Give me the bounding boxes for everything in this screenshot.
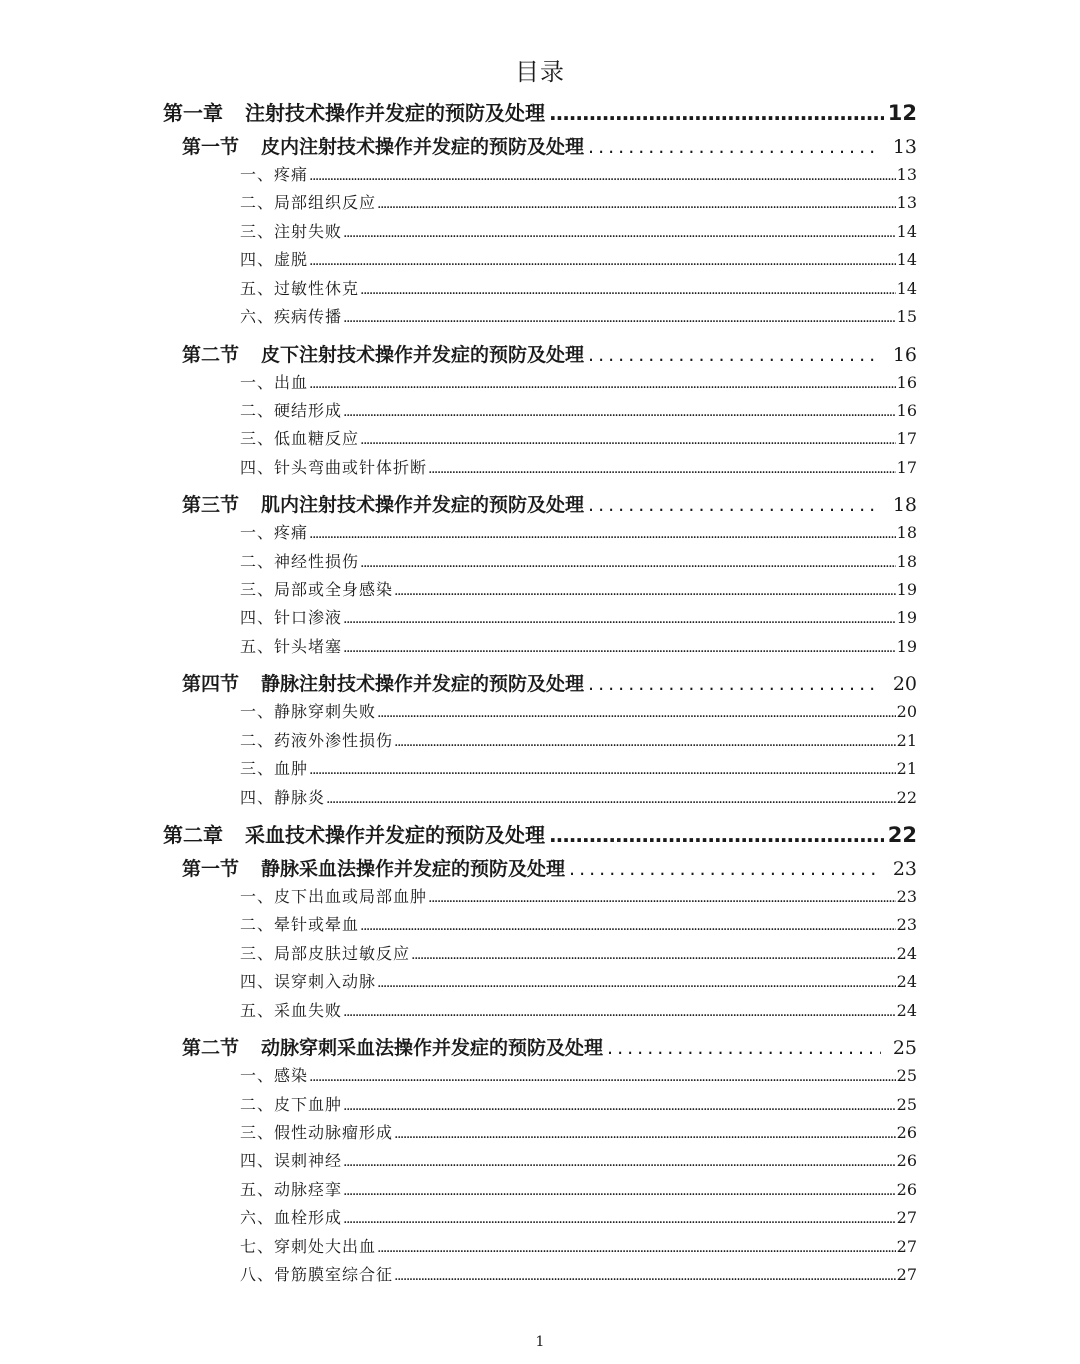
toc-dot-leader	[428, 886, 896, 909]
toc-entry-page: 14	[896, 278, 917, 298]
toc-dot-leader	[343, 636, 896, 659]
toc-entry-label: 二、药液外渗性损伤	[240, 730, 394, 750]
toc-item-entry[interactable]	[240, 399, 917, 423]
toc-entry-label: 五、针头堵塞	[240, 636, 343, 656]
toc-entry-label: 四、针头弯曲或针体折断	[240, 457, 428, 477]
toc-item-entry[interactable]	[240, 578, 917, 602]
toc-entry-number: 第二节	[182, 343, 240, 366]
toc-item-entry[interactable]	[240, 729, 917, 753]
toc-entry-label: 二、神经性损伤	[240, 551, 360, 571]
toc-dot-leader	[377, 192, 896, 215]
toc-entry-text: 注射技术操作并发症的预防及处理	[245, 101, 545, 125]
toc-item-entry[interactable]	[240, 1206, 917, 1230]
toc-entry-text: 静脉注射技术操作并发症的预防及处理	[261, 673, 585, 696]
toc-item-entry[interactable]	[240, 700, 917, 724]
toc-item-entry[interactable]	[240, 1093, 917, 1117]
toc-entry-page: 24	[896, 943, 917, 963]
toc-dot-leader	[588, 133, 881, 161]
toc-dot-leader	[588, 670, 881, 698]
toc-item-entry[interactable]	[240, 757, 917, 781]
toc-section-entry[interactable]	[182, 491, 917, 519]
toc-dot-leader	[588, 341, 881, 369]
toc-entry-label	[182, 491, 584, 519]
toc-entry-page: 12	[887, 101, 917, 125]
toc-entry-label: 三、注射失败	[240, 221, 343, 241]
toc-entry-label: 七、穿刺处大出血	[240, 1236, 377, 1256]
toc-entry-label: 五、过敏性休克	[240, 278, 360, 298]
toc-dot-leader	[377, 971, 896, 994]
toc-dot-leader	[360, 914, 896, 937]
toc-entry-text: 动脉穿刺采血法操作并发症的预防及处理	[261, 1037, 604, 1060]
toc-item-entry[interactable]	[240, 1064, 917, 1088]
toc-entry-label: 五、采血失败	[240, 1000, 343, 1020]
toc-entry-label: 一、皮下出血或局部血肿	[240, 887, 428, 906]
toc-entry-page: 22	[896, 787, 917, 807]
page-number: 1	[535, 1334, 545, 1350]
toc-entry-label: 一、疼痛	[240, 523, 309, 543]
toc-entry-page: 16	[896, 372, 917, 392]
toc-entry-number: 第四节	[182, 673, 240, 696]
toc-item-entry[interactable]	[240, 1121, 917, 1145]
toc-entry-page: 25	[896, 1094, 917, 1114]
toc-dot-leader	[394, 579, 896, 602]
toc-dot-leader	[394, 1264, 896, 1287]
toc-entry-number: 第一章	[163, 101, 223, 125]
toc-entry-label: 三、局部皮肤过敏反应	[240, 943, 411, 963]
toc-entry-page: 23	[896, 915, 917, 935]
toc-dot-leader	[569, 855, 881, 883]
toc-entry-page: 15	[896, 307, 917, 326]
toc-entry-number: 第二章	[163, 823, 223, 847]
toc-dot-leader	[343, 607, 896, 630]
toc-entry-label: 一、出血	[240, 372, 309, 392]
toc-entry-page: 21	[896, 730, 917, 750]
toc-entry-label: 八、骨筋膜室综合征	[240, 1264, 394, 1284]
toc-dot-leader	[309, 758, 896, 781]
toc-entry-page: 13	[896, 165, 917, 184]
toc-entry-number: 第一节	[182, 858, 240, 880]
toc-entry-page: 19	[896, 608, 917, 628]
toc-entry-text: 皮内注射技术操作并发症的预防及处理	[261, 136, 585, 158]
toc-entry-page: 19	[896, 636, 917, 656]
toc-dot-leader	[343, 1094, 896, 1117]
toc-dot-leader	[309, 522, 896, 545]
toc-entry-page: 18	[896, 551, 917, 571]
toc-dot-leader	[428, 457, 896, 480]
toc-dot-leader	[326, 787, 896, 810]
toc-entry-label	[182, 670, 584, 698]
toc-item-entry[interactable]	[240, 942, 917, 966]
toc-dot-leader	[394, 1122, 896, 1145]
toc-item-entry[interactable]	[240, 371, 917, 395]
toc-entry-text: 肌内注射技术操作并发症的预防及处理	[261, 494, 585, 517]
toc-dot-leader	[343, 1150, 896, 1173]
toc-item-entry[interactable]	[240, 606, 917, 630]
toc-entry-label: 四、静脉炎	[240, 787, 326, 807]
toc-dot-leader	[309, 164, 896, 187]
toc-entry-page: 26	[896, 1179, 917, 1199]
toc-entry-label: 三、血肿	[240, 759, 309, 779]
toc-entry-label	[182, 855, 565, 883]
toc-dot-leader	[377, 701, 896, 724]
toc-entry-label: 四、虚脱	[240, 250, 309, 270]
toc-entry-label: 二、局部组织反应	[240, 193, 377, 213]
toc-entry-page: 13	[892, 136, 917, 158]
toc-entry-page: 13	[896, 193, 917, 213]
toc-dot-leader	[394, 730, 896, 753]
toc-entry-page: 14	[896, 221, 917, 241]
toc-entry-label	[182, 1034, 603, 1062]
toc-section-entry[interactable]	[182, 855, 917, 883]
toc-item-entry[interactable]	[240, 913, 917, 937]
toc-entry-page: 21	[896, 759, 917, 779]
toc-entry-page: 19	[896, 580, 917, 599]
toc-section-entry[interactable]	[182, 670, 917, 698]
toc-item-entry[interactable]	[240, 970, 917, 994]
toc-entry-label: 三、低血糖反应	[240, 429, 360, 449]
toc-item-entry[interactable]	[240, 305, 917, 329]
toc-entry-label: 四、误刺神经	[240, 1151, 343, 1171]
toc-entry-page: 27	[896, 1208, 917, 1228]
toc-item-entry[interactable]	[240, 191, 917, 215]
toc-entry-text: 皮下注射技术操作并发症的预防及处理	[261, 343, 585, 366]
toc-entry-page: 24	[896, 972, 917, 992]
toc-chapter-entry[interactable]	[163, 99, 917, 127]
toc-section-entry[interactable]	[182, 1034, 917, 1062]
toc-item-entry[interactable]	[240, 635, 917, 659]
toc-entry-page: 17	[896, 429, 917, 449]
toc-entry-label	[182, 341, 584, 369]
toc-entry-page: 17	[896, 457, 917, 477]
toc-entry-page: 23	[892, 858, 917, 880]
toc-item-entry[interactable]	[240, 1149, 917, 1173]
toc-entry-label: 一、感染	[240, 1066, 309, 1086]
toc-entry-page: 20	[892, 673, 917, 696]
toc-dot-leader	[549, 821, 884, 849]
toc-chapter-entry[interactable]	[163, 821, 917, 849]
toc-item-entry[interactable]	[240, 220, 917, 244]
toc-dot-leader	[309, 1065, 896, 1088]
toc-entry-label: 二、皮下血肿	[240, 1094, 343, 1114]
toc-item-entry[interactable]	[240, 1263, 917, 1287]
toc-entry-number: 第三节	[182, 494, 240, 517]
toc-entry-label: 三、局部或全身感染	[240, 580, 394, 599]
toc-dot-leader	[360, 551, 896, 574]
toc-entry-label: 三、假性动脉瘤形成	[240, 1122, 394, 1142]
toc-entry-label: 一、静脉穿刺失败	[240, 702, 377, 722]
toc-item-entry[interactable]	[240, 427, 917, 451]
toc-dot-leader	[411, 943, 896, 966]
toc-dot-leader	[309, 249, 896, 272]
toc-dot-leader	[343, 306, 896, 329]
toc-entry-number: 第一节	[182, 136, 240, 158]
toc-section-entry[interactable]	[182, 133, 917, 161]
toc-entry-page: 16	[892, 343, 917, 366]
toc-entry-label: 一、疼痛	[240, 165, 309, 184]
toc-entry-page: 20	[896, 702, 917, 722]
toc-item-entry[interactable]	[240, 277, 917, 301]
toc-title: 目录	[515, 58, 565, 86]
toc-dot-leader	[343, 400, 896, 423]
toc-item-entry[interactable]	[240, 456, 917, 480]
toc-entry-label	[163, 821, 545, 849]
toc-item-entry[interactable]	[240, 163, 917, 187]
toc-dot-leader	[343, 1207, 896, 1230]
toc-item-entry[interactable]	[240, 999, 917, 1023]
toc-entry-label: 四、误穿刺入动脉	[240, 972, 377, 992]
toc-dot-leader	[588, 491, 881, 519]
toc-item-entry[interactable]	[240, 248, 917, 272]
toc-dot-leader	[549, 99, 884, 127]
toc-entry-text: 静脉采血法操作并发症的预防及处理	[261, 858, 566, 880]
toc-entry-page: 25	[896, 1066, 917, 1086]
toc-entry-label: 二、硬结形成	[240, 400, 343, 420]
toc-entry-label: 六、疾病传播	[240, 307, 343, 326]
toc-entry-label: 五、动脉痉挛	[240, 1179, 343, 1199]
toc-item-entry[interactable]	[240, 521, 917, 545]
toc-entry-page: 22	[887, 823, 917, 847]
toc-entry-page: 18	[896, 523, 917, 543]
toc-dot-leader	[377, 1236, 896, 1259]
toc-entry-page: 27	[896, 1264, 917, 1284]
toc-dot-leader	[360, 278, 896, 301]
toc-entry-page: 18	[892, 494, 917, 517]
toc-dot-leader	[343, 1000, 896, 1023]
toc-item-entry[interactable]	[240, 1235, 917, 1259]
toc-dot-leader	[343, 221, 896, 244]
toc-dot-leader	[343, 1179, 896, 1202]
toc-dot-leader	[607, 1034, 881, 1062]
toc-entry-page: 25	[892, 1037, 917, 1060]
toc-entry-text: 采血技术操作并发症的预防及处理	[245, 823, 545, 847]
toc-item-entry[interactable]	[240, 786, 917, 810]
toc-dot-leader	[309, 372, 896, 395]
toc-entry-page: 16	[896, 400, 917, 420]
toc-entry-label: 二、晕针或晕血	[240, 915, 360, 935]
toc-dot-leader	[360, 428, 896, 451]
toc-entry-page: 27	[896, 1236, 917, 1256]
toc-entry-page: 26	[896, 1122, 917, 1142]
toc-entry-page: 26	[896, 1151, 917, 1171]
toc-section-entry[interactable]	[182, 341, 917, 369]
toc-entry-page: 14	[896, 250, 917, 270]
toc-entry-label	[163, 99, 545, 127]
toc-entry-label: 四、针口渗液	[240, 608, 343, 628]
toc-entry-page: 24	[896, 1000, 917, 1020]
toc-entry-label	[182, 133, 584, 161]
toc-entry-page: 23	[896, 887, 917, 906]
toc-item-entry[interactable]	[240, 885, 917, 909]
toc-entry-number: 第二节	[182, 1037, 240, 1060]
toc-item-entry[interactable]	[240, 550, 917, 574]
toc-entry-label: 六、血栓形成	[240, 1208, 343, 1228]
toc-item-entry[interactable]	[240, 1178, 917, 1202]
